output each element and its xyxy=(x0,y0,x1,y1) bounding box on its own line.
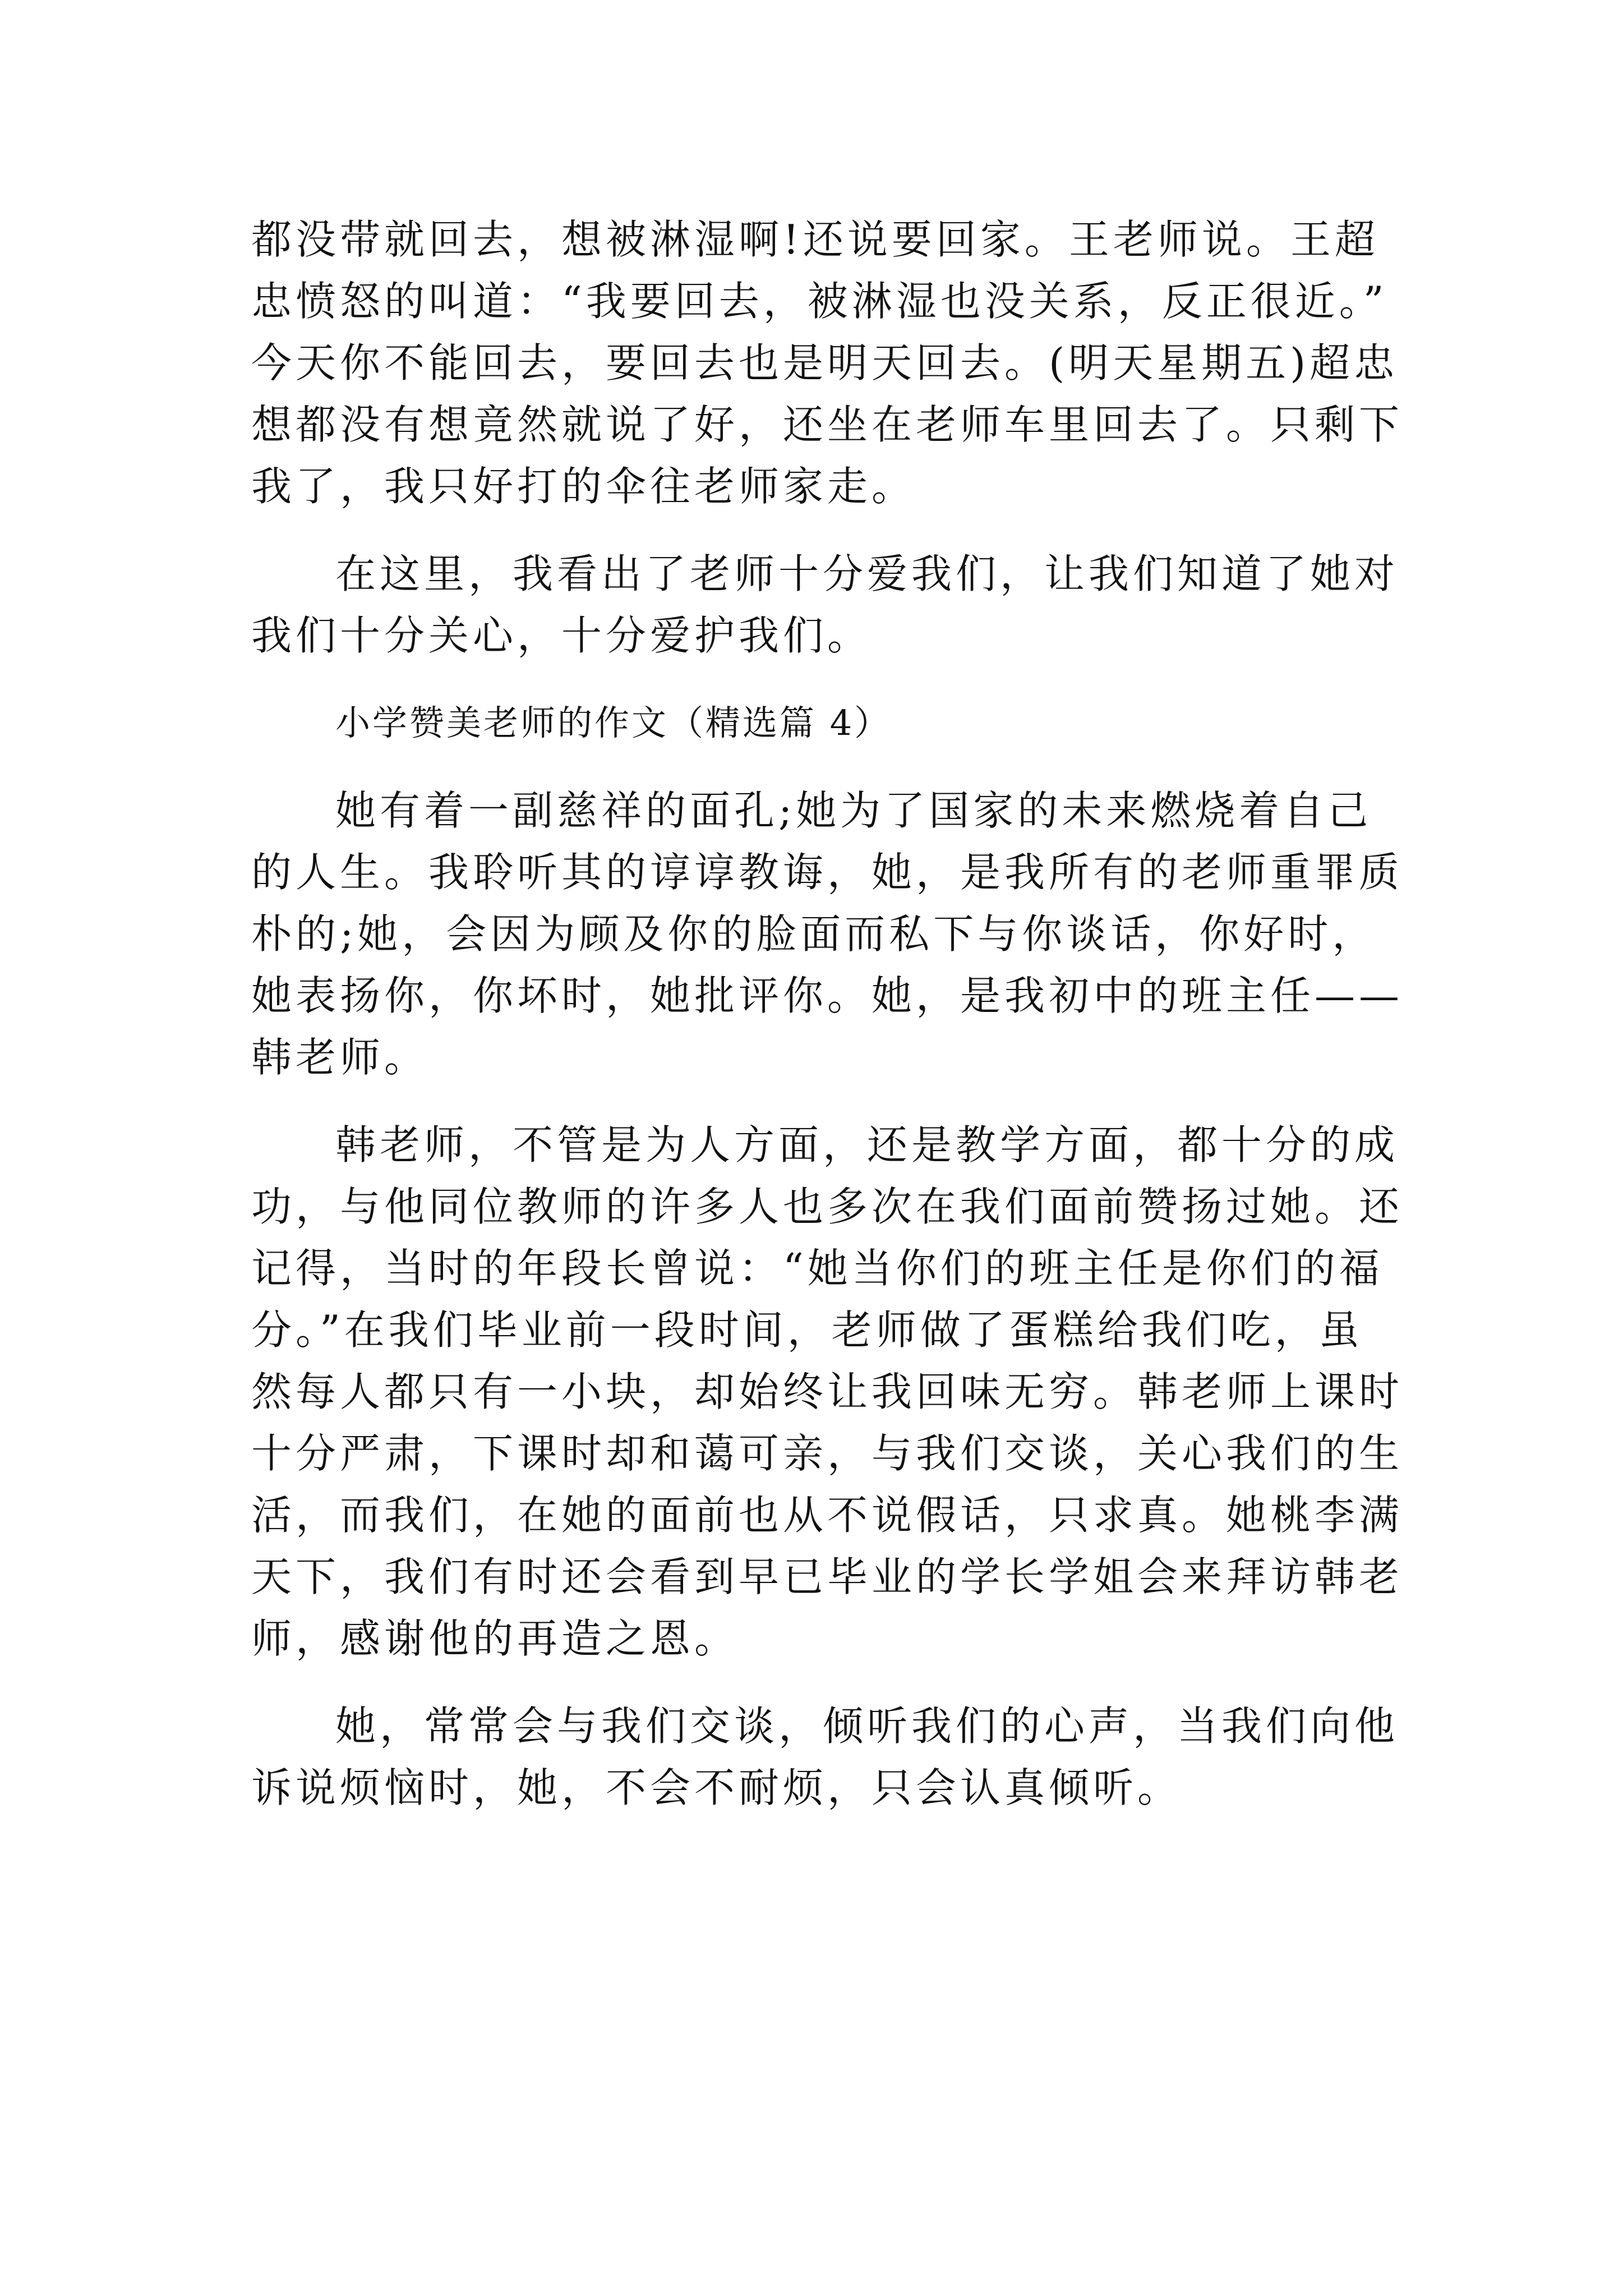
paragraph-line: 记得，当时的年段长曾说：“她当你们的班主任是你们的福 xyxy=(251,1245,1384,1292)
paragraph-line: 想都没有想竟然就说了好，还坐在老师车里回去了。只剩下 xyxy=(251,401,1404,448)
paragraph-line: 韩老师，不管是为人方面，还是教学方面，都十分的成 xyxy=(335,1121,1399,1168)
paragraph-line: 今天你不能回去，要回去也是明天回去。(明天星期五)超忠 xyxy=(251,339,1399,386)
paragraph-gap xyxy=(251,1669,1373,1695)
paragraph-gap xyxy=(251,666,1373,692)
paragraph-line: 分。”在我们毕业前一段时间，老师做了蛋糕给我们吃，虽 xyxy=(251,1306,1363,1354)
paragraph-line: 活，而我们，在她的面前也从不说假话，只求真。她桃李满 xyxy=(251,1492,1404,1539)
paragraph-line: 十分严肃，下课时却和蔼可亲，与我们交谈，关心我们的生 xyxy=(251,1430,1404,1477)
paragraph-gap xyxy=(251,1088,1373,1114)
paragraph-line: 都没带就回去，想被淋湿啊!还说要回家。王老师说。王超 xyxy=(251,216,1379,263)
paragraph-line: 的人生。我聆听其的谆谆教诲，她，是我所有的老师重罪质 xyxy=(251,849,1404,896)
paragraph-5 xyxy=(251,1695,1399,1819)
paragraph-line: 师，感谢他的再造之恩。 xyxy=(251,1615,739,1662)
paragraph-line: 她有着一副慈祥的面孔;她为了国家的未来燃烧着自己 xyxy=(335,787,1372,834)
paragraph-line: 朴的;她，会因为顾及你的脸面而私下与你谈话，你好时， xyxy=(251,910,1377,958)
paragraph-line: 我们十分关心，十分爱护我们。 xyxy=(251,612,872,659)
paragraph-line: 功，与他同位教师的许多人也多次在我们面前赞扬过她。还 xyxy=(251,1183,1404,1230)
paragraph-gap xyxy=(251,754,1373,780)
section-title: 小学赞美老师的作文（精选篇 4） xyxy=(335,702,892,743)
document-body xyxy=(251,209,1404,1819)
paragraph-line: 天下，我们有时还会看到早已毕业的学长学姐会来拜访韩老 xyxy=(251,1553,1404,1600)
paragraph-line: 她表扬你，你坏时，她批评你。她，是我初中的班主任—— xyxy=(251,972,1404,1019)
paragraph-line: 忠愤怒的叫道：“我要回去，被淋湿也没关系，反正很近。” xyxy=(251,278,1388,325)
paragraph-line: 然每人都只有一小块，却始终让我回味无穷。韩老师上课时 xyxy=(251,1368,1404,1415)
paragraph-2 xyxy=(251,543,1399,666)
paragraph-line: 在这里，我看出了老师十分爱我们，让我们知道了她对 xyxy=(335,550,1399,597)
paragraph-3 xyxy=(251,780,1404,1088)
paragraph-gap xyxy=(251,517,1373,543)
paragraph-1 xyxy=(251,209,1404,517)
paragraph-4 xyxy=(251,1114,1404,1669)
paragraph-line: 诉说烦恼时，她，不会不耐烦，只会认真倾听。 xyxy=(251,1764,1182,1811)
section-heading xyxy=(251,692,1373,754)
paragraph-line: 韩老师。 xyxy=(251,1034,429,1081)
paragraph-line: 我了，我只好打的伞往老师家走。 xyxy=(251,463,916,510)
paragraph-line: 她，常常会与我们交谈，倾听我们的心声，当我们向他 xyxy=(335,1703,1399,1750)
